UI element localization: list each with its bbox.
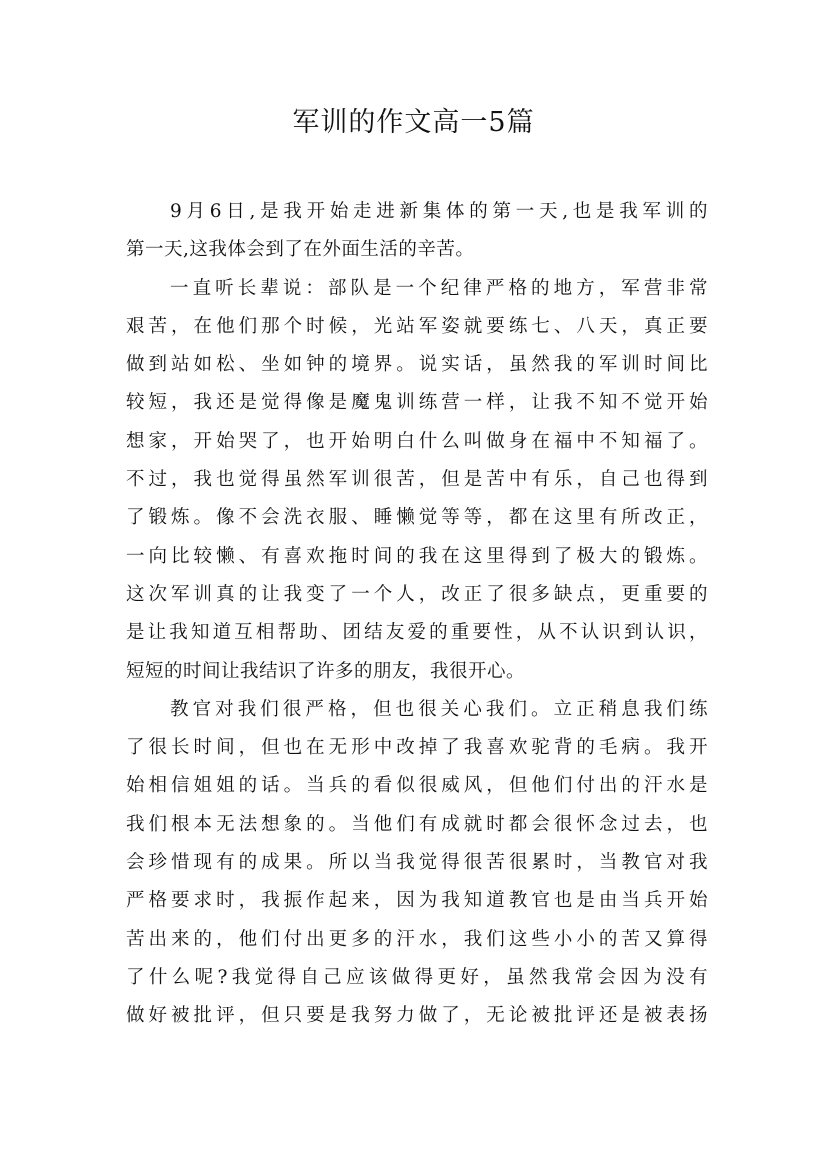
text-line: 较短，我还是觉得像是魔鬼训练营一样，让我不知不觉开始: [126, 392, 708, 414]
text-line: 一直听长辈说：部队是一个纪律严格的地方，军营非常: [170, 277, 708, 299]
text-line: 始相信姐姐的话。当兵的看似很威风，但他们付出的汗水是: [126, 775, 708, 797]
text-line: 做好被批评，但只要是我努力做了，无论被批评还是被表扬: [126, 1005, 708, 1027]
document-title: 军训的作文高一5篇: [292, 107, 535, 138]
text-line: 一向比较懒、有喜欢拖时间的我在这里得到了极大的锻炼。: [126, 545, 708, 567]
text-line: 我们根本无法想象的。当他们有成就时都会很怀念过去，也: [126, 813, 708, 835]
text-line: 会珍惜现有的成果。所以当我觉得很苦很累时，当教官对我: [126, 852, 708, 874]
text-line: 了很长时间，但也在无形中改掉了我喜欢驼背的毛病。我开: [126, 737, 708, 759]
text-line: 第一天,这我体会到了在外面生活的辛苦。: [126, 239, 475, 261]
text-line: 了锻炼。像不会洗衣服、睡懒觉等等，都在这里有所改正，: [126, 507, 708, 529]
text-line: 这次军训真的让我变了一个人，改正了很多缺点，更重要的: [126, 583, 708, 605]
text-line: 不过，我也觉得虽然军训很苦，但是苦中有乐，自己也得到: [126, 469, 708, 491]
text-line: 9月6日,是我开始走进新集体的第一天,也是我军训的: [170, 201, 708, 222]
document-body: [126, 193, 708, 1036]
text-line: 严格要求时，我振作起来，因为我知道教官也是由当兵开始: [126, 890, 708, 912]
text-line: 了什么呢?我觉得自己应该做得更好，虽然我常会因为没有: [126, 966, 708, 988]
text-line: 教官对我们很严格，但也很关心我们。立正稍息我们练: [170, 698, 708, 720]
text-line: 短短的时间让我结识了许多的朋友，我很开心。: [126, 660, 526, 682]
text-line: 艰苦，在他们那个时候，光站军姿就要练七、八天，真正要: [126, 315, 708, 337]
text-line: 苦出来的，他们付出更多的汗水，我们这些小小的苦又算得: [126, 928, 708, 950]
text-line: 想家，开始哭了，也开始明白什么叫做身在福中不知福了。: [126, 430, 708, 452]
text-line: 是让我知道互相帮助、团结友爱的重要性，从不认识到认识，: [126, 622, 708, 644]
text-line: 做到站如松、坐如钟的境界。说实话，虽然我的军训时间比: [126, 354, 708, 376]
